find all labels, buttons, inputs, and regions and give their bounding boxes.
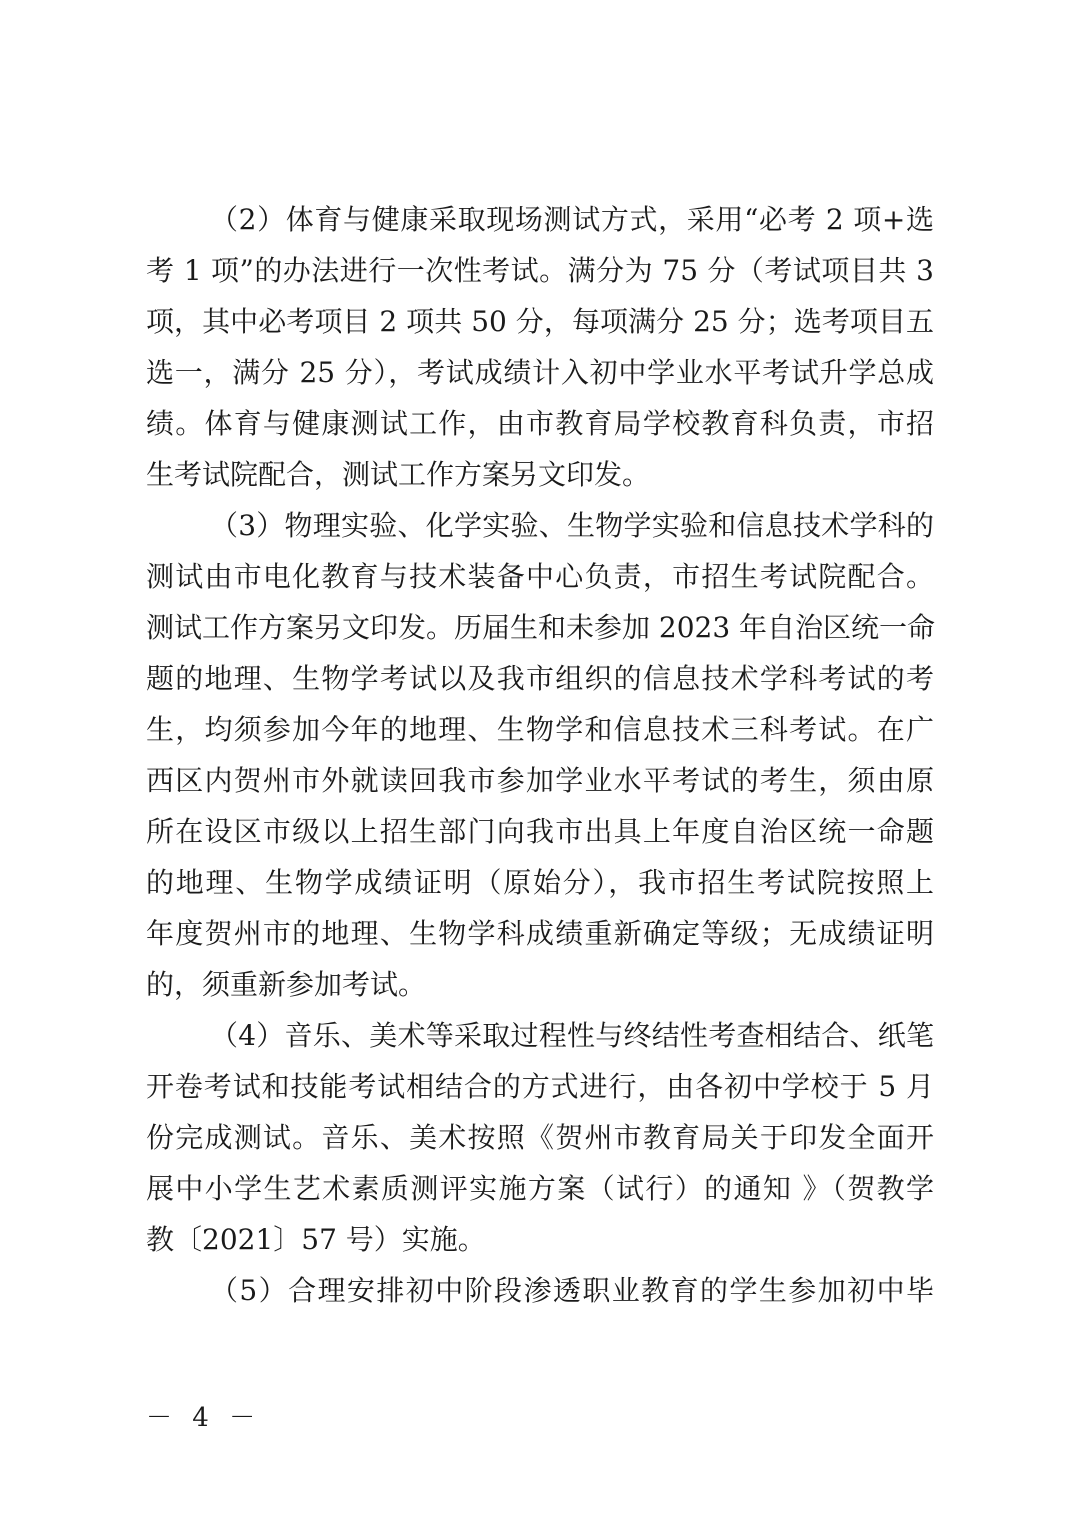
- paragraph-4-line-2: 开卷考试和技能考试相结合的方式进行，由各初中学校于 5 月: [146, 1070, 934, 1103]
- paragraph-4-line-3: 份完成测试。音乐、美术按照《贺州市教育局关于印发全面开: [146, 1121, 934, 1154]
- paragraph-3-line-7: 所在设区市级以上招生部门向我市出具上年度自治区统一命题: [146, 815, 934, 848]
- paragraph-5-line-1: （5）合理安排初中阶段渗透职业教育的学生参加初中毕: [210, 1274, 934, 1307]
- paragraph-2-line-4: 选一，满分 25 分），考试成绩计入初中学业水平考试升学总成: [146, 356, 934, 389]
- paragraph-4-line-4: 展中小学生艺术素质测评实施方案（试行）的通知 》（贺教学: [146, 1172, 934, 1205]
- paragraph-3-line-4: 题的地理、生物学考试以及我市组织的信息技术学科考试的考: [146, 662, 934, 695]
- paragraph-2-line-6: 生考试院配合，测试工作方案另文印发。: [146, 458, 651, 491]
- paragraph-2-line-3: 项，其中必考项目 2 项共 50 分，每项满分 25 分；选考项目五: [146, 305, 934, 338]
- paragraph-3-line-3: 测试工作方案另文印发。历届生和未参加 2023 年自治区统一命: [146, 611, 936, 644]
- paragraph-2-line-5: 绩。体育与健康测试工作，由市教育局学校教育科负责，市招: [146, 407, 934, 440]
- paragraph-2-line-2: 考 1 项”的办法进行一次性考试。满分为 75 分（考试项目共 3: [146, 254, 934, 287]
- paragraph-3-line-2: 测试由市电化教育与技术装备中心负责，市招生考试院配合。: [146, 560, 934, 593]
- paragraph-3-line-8: 的地理、生物学成绩证明（原始分），我市招生考试院按照上: [146, 866, 934, 899]
- paragraph-3-line-5: 生，均须参加今年的地理、生物学和信息技术三科考试。在广: [146, 713, 934, 746]
- paragraph-3-line-9: 年度贺州市的地理、生物学科成绩重新确定等级；无成绩证明: [146, 917, 934, 950]
- page-number: － 4 －: [146, 1403, 262, 1433]
- paragraph-4-line-5: 教〔2021〕57 号）实施。: [146, 1223, 486, 1256]
- paragraph-4-line-1: （4）音乐、美术等采取过程性与终结性考查相结合、纸笔: [210, 1019, 934, 1052]
- paragraph-3-line-10: 的，须重新参加考试。: [146, 968, 427, 1001]
- paragraph-3-line-6: 西区内贺州市外就读回我市参加学业水平考试的考生，须由原: [146, 764, 934, 797]
- paragraph-3-line-1: （3）物理实验、化学实验、生物学实验和信息技术学科的: [210, 509, 934, 542]
- paragraph-2-line-1: （2）体育与健康采取现场测试方式，采用“必考 2 项+选: [210, 203, 934, 236]
